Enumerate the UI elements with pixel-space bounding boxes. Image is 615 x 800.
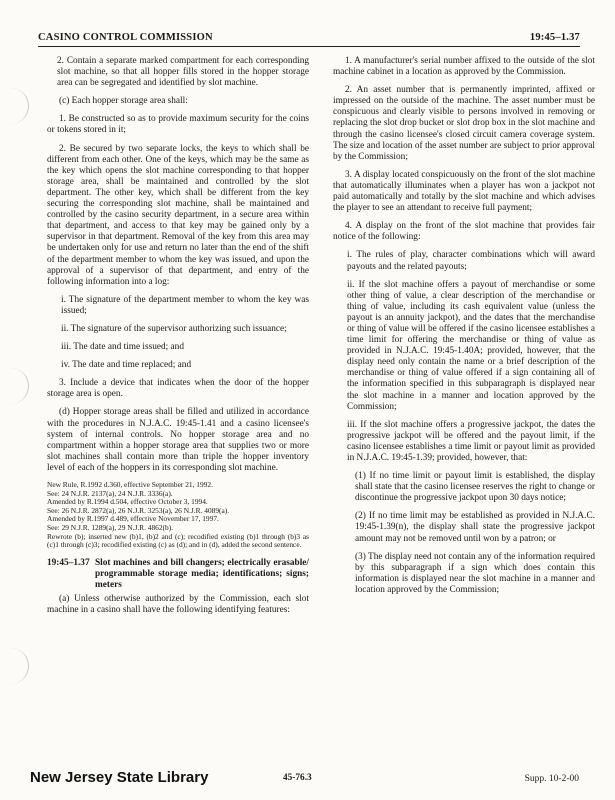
paragraph: (c) Each hopper storage area shall:: [59, 96, 188, 107]
paragraph: (1) If no time limit or payout limit is established, the display shall state that the casino licensee reserves the right to change or discontinue the progressive jackpot upon 30 days notice;: [355, 471, 595, 504]
paragraph: iv. The date and time replaced; and: [61, 360, 192, 371]
running-header: [38, 30, 580, 47]
paragraph: 1. A manufacturer's serial number affixed to the outside of the slot machine cabinet in a location as approved by the Commission.: [333, 56, 595, 78]
paragraph: i. The signature of the department member to whom the key was issued;: [61, 294, 309, 316]
paragraph: 3. A display located conspicuously on the front of the slot machine that automatically illuminates when a player has won a jackpot not paid automatically and totally by the slot machine and which advises the player to see an attendant to receive full payment;: [333, 169, 595, 214]
section-title: Slot machines and bill changers; electrically erasable/ programmable storage media; identifications; signs; meters: [95, 557, 309, 590]
left-column: [47, 56, 309, 623]
paragraph: i. The rules of play, character combinations which will award payouts and the related payouts;: [347, 250, 595, 272]
history-line: Rewrote (b); inserted new (b)1, (b)2 and (c); recodified existing (b)1 through (b)3 as (c)1 through (c)3; recodified existing (c) as (d); and in (d), added the second sentence.: [47, 531, 309, 550]
paragraph: 2. Contain a separate marked compartment for each corresponding slot machine, so that all hopper fills stored in the hopper storage area can be segregated and identified by slot machine.: [57, 56, 309, 89]
history-line: See: 24 N.J.R. 2137(a), 24 N.J.R. 3336(a).: [47, 488, 173, 498]
paragraph: 1. Be constructed so as to provide maximum security for the coins or tokens stored in it;: [47, 114, 309, 136]
paragraph: iii. The date and time issued; and: [61, 342, 184, 353]
header-section-number: 19:45–1.37: [529, 32, 580, 43]
history-line: See: 26 N.J.R. 2872(a), 26 N.J.R. 3253(a), 26 N.J.R. 4089(a).: [47, 505, 230, 515]
history-line: New Rule, R.1992 d.360, effective September 21, 1992.: [47, 480, 213, 489]
history-line: See: 29 N.J.R. 1289(a), 29 N.J.R. 4862(b).: [47, 522, 174, 532]
paragraph: (2) If no time limit may be established as provided in N.J.A.C. 19:45-1.39(n), the display shall state the progressive jackpot amount may not be removed until won by a patron; or: [355, 511, 595, 544]
history-line: Amended by R.1994 d.504, effective October 3, 1994.: [47, 497, 208, 507]
paragraph: ii. The signature of the supervisor authorizing such issuance;: [61, 323, 287, 334]
section-heading: [47, 558, 309, 591]
right-column: [333, 56, 595, 603]
paragraph: (3) The display need not contain any of the information required by this subparagraph if a sign which does contain this information is displayed near the slot machine in a manner and location approved by the Commission;: [355, 551, 595, 595]
paragraph: 2. An asset number that is permanently imprinted, affixed or impressed on the outside of the machine. The asset number must be conspicuous and clearly visible to persons involved in removing or replacing the slot drop bucket or slot drop box in the slot machine and through the casino licensee's closed circuit camera coverage system. The size and location of the asset number are subject to prior approval by the Commission;: [333, 85, 595, 162]
page-number: 45-76.3: [283, 773, 312, 783]
header-title: CASINO CONTROL COMMISSION: [38, 32, 213, 43]
paragraph: (d) Hopper storage areas shall be filled and utilized in accordance with the procedures in N.J.A.C. 19:45-1.41 and a casino licensee's system of internal controls. No hopper storage area and no compartment within a hopper storage area that supplies two or more slot machines shall contain more than triple the hopper inventory level of each of the hoppers in its corresponding slot machine.: [47, 407, 309, 473]
paragraph: 2. Be secured by two separate locks, the keys to which shall be different from each other. One of the keys, which may be the same as the key which opens the slot machine corresponding to that hopper storage area, shall be maintained and controlled by the slot department. The other key, which shall be different from the key securing the corresponding slot machine, shall be maintained and controlled by the casino security department, in a secure area within that department, and access to that key may be gained only by a supervisor in that department. Removal of the key from this area may be undertaken only for use and return no later than the end of the shift of the department member to whom the key was issued, and upon the approval of a supervisor of that department, and entry of the following information into a log:: [47, 143, 309, 287]
binder-hole-mark: [0, 368, 29, 404]
binder-hole-mark: [0, 88, 29, 124]
binder-hole-mark: [0, 648, 29, 684]
paragraph: iii. If the slot machine offers a progressive jackpot, the dates the progressive jackpot will be offered and the payout limit, if the casino licensee establishes a time limit or payout limit as provided in N.J.A.C. 19:45-1.39; provided, however, that:: [347, 419, 595, 463]
supplement-date: Supp. 10-2-00: [524, 774, 579, 784]
paragraph: (a) Unless otherwise authorized by the Commission, each slot machine in a casino shall have the following identifying features:: [47, 594, 309, 616]
history-line: Amended by R.1997 d.489, effective November 17, 1997.: [47, 514, 219, 524]
paragraph: 4. A display on the front of the slot machine that provides fair notice of the following:: [333, 221, 595, 243]
history-note: [47, 481, 309, 550]
paragraph: ii. If the slot machine offers a payout of merchandise or some other thing of value, a clear description of the merchandise or thing of value, including its cash equivalent value (unless the payout is an annuity jackpot), and the dates that the merchandise or thing of value will be offered if the casino licensee establishes a time limit for offering the merchandise or thing of value as provided in N.J.A.C. 19:45-1.40A; provided, however, that the display need only contain the name or a brief description of the merchandise or thing of value offered if a sign containing all of the information specified in this subparagraph is displayed near the slot machine in a manner and location approved by the Commission;: [347, 279, 595, 412]
paragraph: 3. Include a device that indicates when the door of the hopper storage area is open.: [47, 378, 309, 400]
section-number: 19:45–1.37: [47, 557, 90, 568]
library-stamp: New Jersey State Library: [30, 769, 209, 786]
